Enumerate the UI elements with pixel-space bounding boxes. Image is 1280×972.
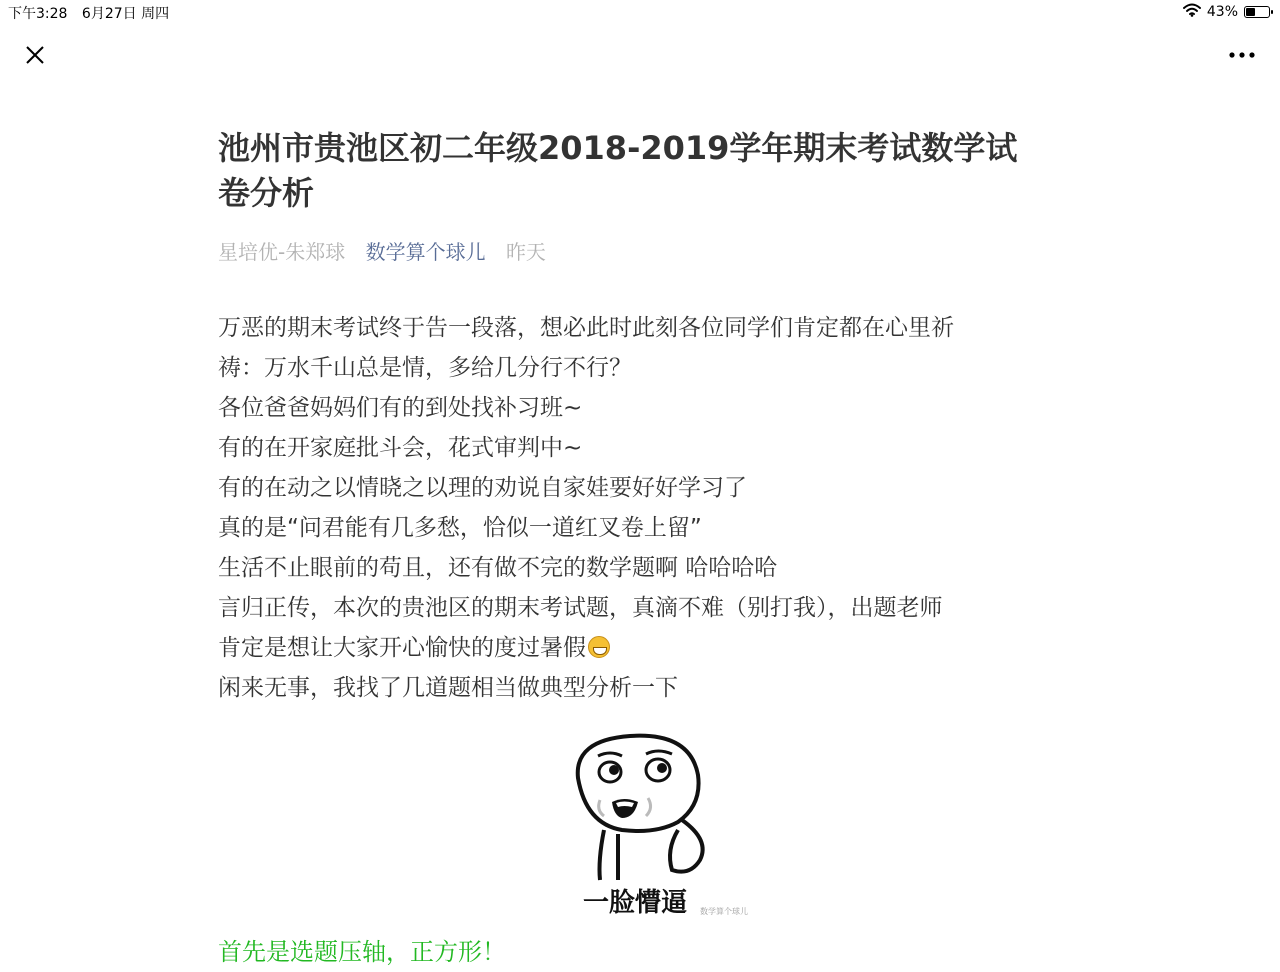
close-button[interactable]: [20, 40, 50, 70]
paragraph: 言归正传，本次的贵池区的期末考试题，真滴不难（别打我），出题老师: [218, 595, 943, 621]
meme-caption: 一脸懵逼: [582, 888, 687, 918]
more-button[interactable]: [1224, 40, 1260, 70]
battery-percent: 43%: [1206, 4, 1238, 20]
paragraph: 有的在开家庭批斗会，花式审判中~: [218, 435, 583, 461]
paragraph: 闲来无事，我找了几道题相当做典型分析一下: [218, 675, 678, 701]
status-date: 6月27日 周四: [81, 6, 170, 22]
paragraph: 有的在动之以情晓之以理的劝说自家娃要好好学习了: [218, 475, 747, 501]
section-heading: 首先是选题压轴，正方形！: [218, 938, 506, 966]
paragraph: 万恶的期末考试终于告一段落，想必此时此刻各位同学们肯定都在心里祈: [218, 315, 954, 341]
paragraph: 真的是“问君能有几多愁，恰似一道红叉卷上留”: [218, 515, 702, 541]
battery-fill: [1246, 8, 1255, 16]
status-right: [1183, 3, 1270, 21]
paragraph-with-emoji: [218, 628, 1068, 668]
wifi-icon: [1183, 3, 1201, 21]
paragraph: 祷：万水千山总是情，多给几分行不行？: [218, 355, 632, 381]
paragraph: 生活不止眼前的苟且，还有做不完的数学题啊 哈哈哈哈: [218, 555, 778, 581]
status-left: [8, 3, 179, 23]
meme-face-icon: [560, 730, 760, 890]
battery-icon: [1244, 6, 1270, 18]
article-body: [218, 308, 1068, 708]
paragraph-text: 肯定是想让大家开心愉快的度过暑假: [218, 635, 586, 661]
status-bar: [0, 0, 1280, 24]
article-meta: [218, 236, 1068, 268]
meme-watermark: 数学算个球儿: [700, 907, 748, 916]
article: [218, 126, 1068, 708]
more-icon: [1228, 51, 1256, 59]
grin-emoji-icon: [588, 636, 610, 658]
meme-image: [560, 730, 760, 925]
paragraph: 各位爸爸妈妈们有的到处找补习班~: [218, 395, 583, 421]
article-title: 池州市贵池区初二年级2018-2019学年期末考试数学试卷分析: [218, 129, 1018, 212]
account-link[interactable]: 数学算个球儿: [365, 240, 486, 264]
article-author: 星培优-朱郑球: [218, 240, 346, 264]
article-date: 昨天: [505, 240, 546, 264]
close-icon: [25, 45, 45, 65]
status-time: 下午3:28: [8, 6, 68, 22]
